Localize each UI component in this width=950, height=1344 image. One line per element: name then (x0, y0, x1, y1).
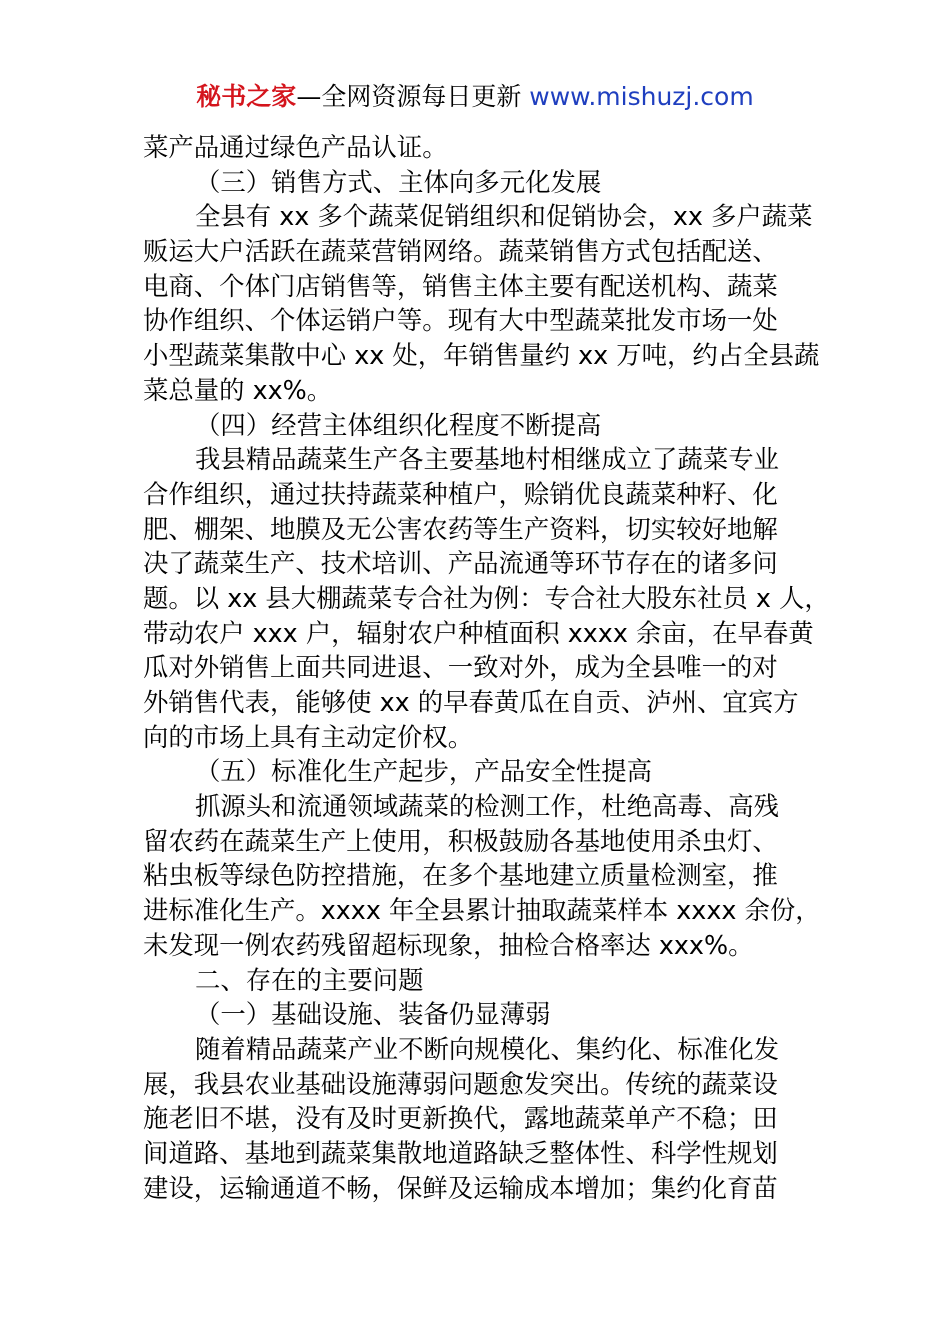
text-line: 留农药在蔬菜生产上使用，积极鼓励各基地使用杀虫灯、 (143, 825, 778, 856)
text-line: 合作组织，通过扶持蔬菜种植户，赊销优良蔬菜种籽、化 (143, 478, 778, 509)
text-line: 展，我县农业基础设施薄弱问题愈发突出。传统的蔬菜设 (143, 1068, 778, 1099)
text-line: （三）销售方式、主体向多元化发展 (195, 166, 602, 197)
text-line: 菜产品通过绿色产品认证。 (143, 132, 448, 162)
text-line: 建设，运输通道不畅，保鲜及运输成本增加；集约化育苗 (143, 1172, 778, 1203)
text-line: 菜总量的 xx%。 (143, 374, 333, 405)
text-line: 决了蔬菜生产、技术培训、产品流通等环节存在的诸多问 (143, 548, 778, 579)
document-body (143, 130, 830, 1205)
text-line: 抓源头和流通领域蔬菜的检测工作，杜绝高毒、高残 (195, 791, 779, 822)
text-line: 二、存在的主要问题 (195, 964, 424, 995)
text-line: （五）标准化生产起步，产品安全性提高 (195, 756, 653, 787)
site-tagline: —全网资源每日更新 (296, 82, 522, 111)
text-line: 我县精品蔬菜生产各主要基地村相继成立了蔬菜专业 (195, 444, 779, 475)
text-line: 随着精品蔬菜产业不断向规模化、集约化、标准化发 (195, 1033, 779, 1064)
site-url-link[interactable]: www.mishuzj.com (529, 82, 754, 111)
text-line: 带动农户 xxx 户，辐射农户种植面积 xxxx 余亩，在早春黄 (143, 617, 814, 648)
text-line: 题。以 xx 县大棚蔬菜专合社为例：专合社大股东社员 x 人， (143, 582, 830, 613)
text-line: 间道路、基地到蔬菜集散地道路缺乏整体性、科学性规划 (143, 1137, 778, 1168)
text-line: 粘虫板等绿色防控措施，在多个基地建立质量检测室，推 (143, 860, 778, 891)
text-line: 未发现一例农药残留超标现象，抽检合格率达 xxx%。 (143, 929, 754, 960)
text-line: 向的市场上具有主动定价权。 (143, 721, 474, 752)
text-line: 外销售代表，能够使 xx 的早春黄瓜在自贡、泸州、宜宾方 (143, 687, 799, 717)
text-line: 进标准化生产。xxxx 年全县累计抽取蔬菜样本 xxxx 余份， (143, 895, 821, 926)
site-brand: 秘书之家 (196, 82, 297, 111)
text-line: 贩运大户活跃在蔬菜营销网络。蔬菜销售方式包括配送、 (143, 236, 778, 267)
text-line: 全县有 xx 多个蔬菜促销组织和促销协会，xx 多户蔬菜 (195, 201, 813, 232)
text-line: （四）经营主体组织化程度不断提高 (195, 409, 602, 440)
text-line: 瓜对外销售上面共同进退、一致对外，成为全县唯一的对 (143, 652, 778, 683)
text-line: 电商、个体门店销售等，销售主体主要有配送机构、蔬菜 (143, 270, 778, 301)
text-line: 施老旧不堪，没有及时更新换代，露地蔬菜单产不稳；田 (143, 1103, 778, 1134)
text-line: 协作组织、个体运销户等。现有大中型蔬菜批发市场一处 (143, 305, 778, 336)
text-line: （一）基础设施、装备仍显薄弱 (195, 999, 551, 1030)
text-line: 肥、棚架、地膜及无公害农药等生产资料，切实较好地解 (143, 513, 778, 544)
site-header (0, 80, 950, 114)
text-line: 小型蔬菜集散中心 xx 处，年销售量约 xx 万吨，约占全县蔬 (143, 340, 820, 371)
